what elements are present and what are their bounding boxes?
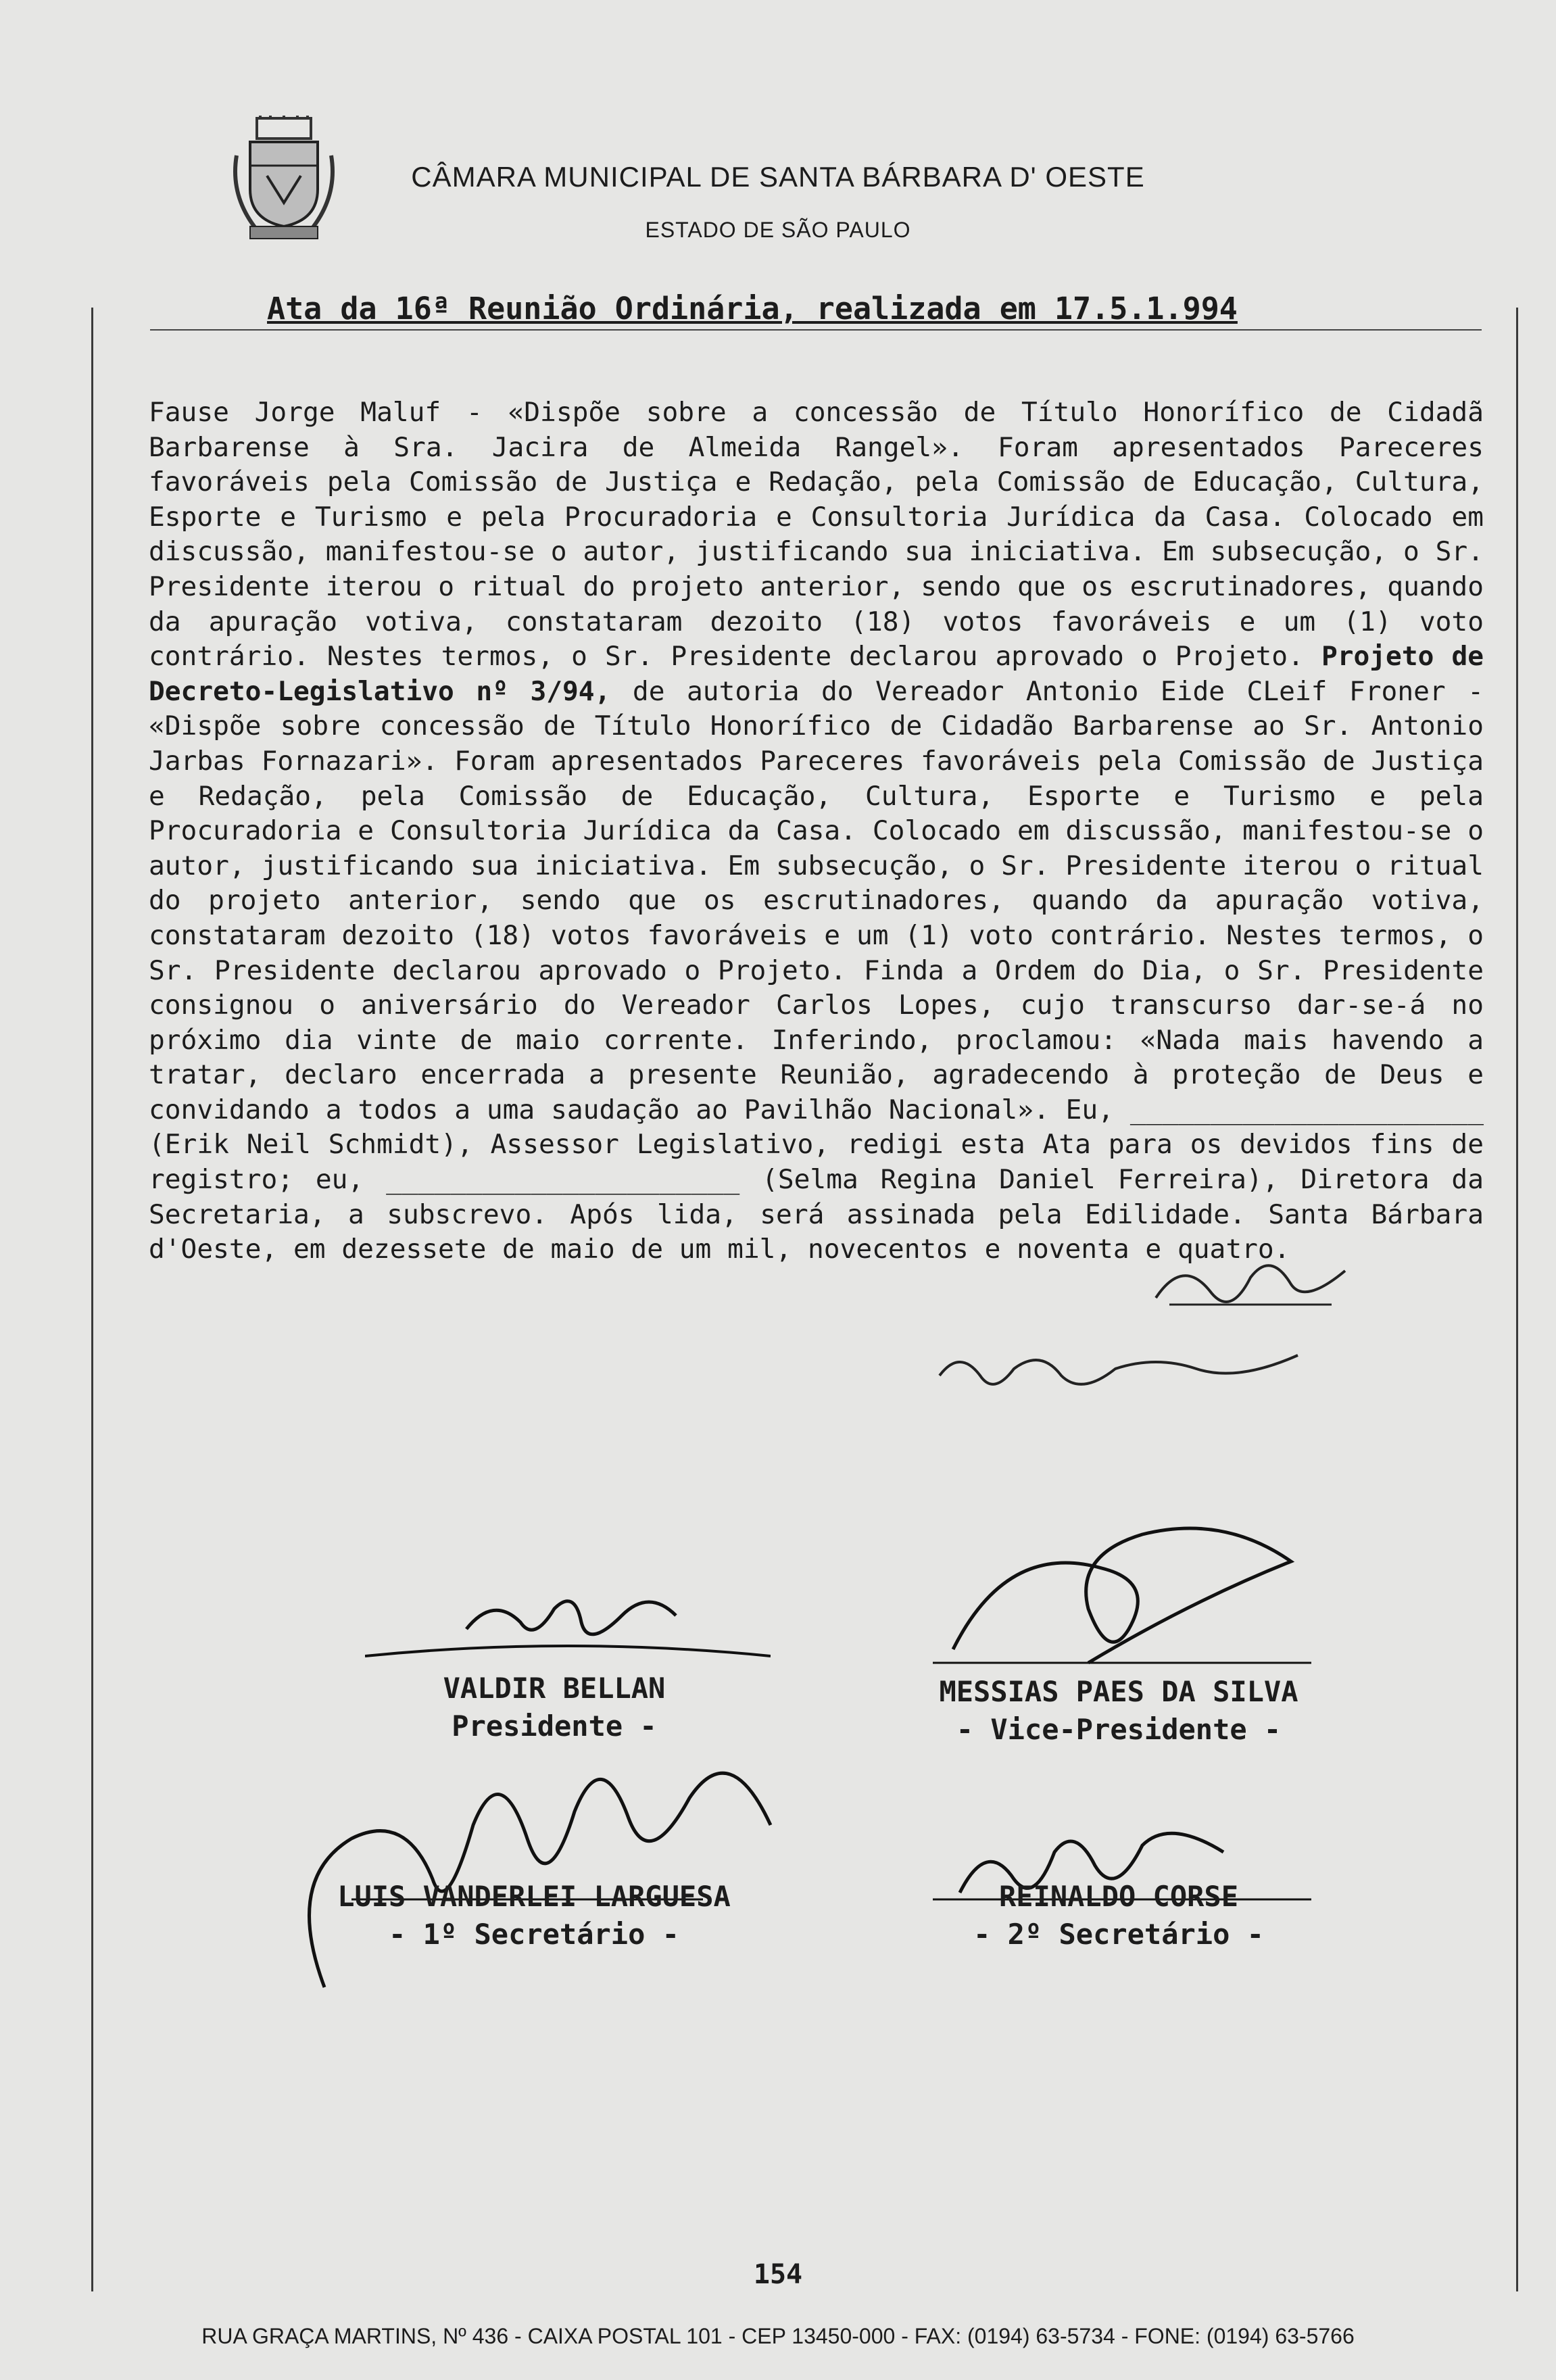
handwritten-signature-silva: [933, 1494, 1311, 1683]
signatory-first-secretary: [291, 1878, 777, 1953]
signatory-role: - Vice-Presidente -: [956, 1713, 1282, 1746]
signatory-vice-president: [872, 1673, 1365, 1749]
signatory-name: MESSIAS PAES DA SILVA: [939, 1675, 1298, 1708]
signatory-name: VALDIR BELLAN: [443, 1672, 666, 1705]
signatory-name: LUIS VANDERLEI LARGUESA: [337, 1880, 731, 1913]
signatory-president: [379, 1670, 730, 1745]
state-name: ESTADO DE SÃO PAULO: [645, 218, 911, 242]
chamber-name: CÂMARA MUNICIPAL DE SANTA BÁRBARA D' OESTE: [411, 161, 1145, 193]
signatory-role: - 2º Secretário -: [973, 1918, 1264, 1951]
document-title: Ata da 16ª Reunião Ordinária, realizada em 17.5.1.994: [267, 291, 1238, 326]
handwritten-signature-ferreira: [933, 1342, 1311, 1403]
minutes-body: [149, 395, 1484, 1267]
handwritten-signature-bellan: [365, 1588, 771, 1676]
handwritten-signature-schmidt: [1149, 1257, 1352, 1318]
left-margin-rule: [91, 308, 93, 2291]
minutes-paragraph-2: de autoria do Vereador Antonio Eide CLeif Froner - «Dispõe sobre concessão de Título Honorífico de Cidadão Barbarense ao Sr. Antonio Jarbas Fornazari». Foram apresentados Pareceres favoráveis pela Comissão de Justiça e Redação, pela Comissão de Educação, Cultura, Esporte e Turismo e pela Procuradoria e Consultoria Jurídica da Casa. Colocado em discussão, manifestou-se o autor, justificando sua iniciativa. Em subsecução, o Sr. Presidente iterou o ritual do projeto anterior, sendo que os escrutinadores, quando da apuração votiva, constataram dezoito (18) votos favoráveis e um (1) voto contrário. Nestes termos, o Sr. Presidente declarou aprovado o Projeto. Finda a Ordem do Dia, o Sr. Presidente consignou o aniversário do Vereador Carlos Lopes, cujo transcurso dar-se-á no próximo dia vinte de maio corrente. Inferindo, proclamou: «Nada mais havendo a tratar, declaro encerrada a presente Reunião, agradecendo à proteção de Deus e convidando a todos a uma saudação ao Pavilhão Nacional». Eu, ______________________ (Erik Neil Schmidt), Assessor Legislativo, redigi esta Ata para os devidos fins de registro; eu, ______________________ (Selma Regina Daniel Ferreira), Diretora da Secretaria, a subscrevo. Após lida, será assinada pela Edilidade. Santa Bárbara d'Oeste, em dezessete de maio de um mil, novecentos e noventa e quatro.: [149, 675, 1484, 1265]
right-margin-rule: [1516, 308, 1518, 2291]
page-number: 154: [753, 2259, 803, 2290]
signatory-second-secretary: [872, 1878, 1365, 1953]
decree-heading: Projeto de Decreto-Legislativo nº 3/94,: [149, 641, 1484, 707]
title-rule: [150, 329, 1482, 331]
signatory-role: - 1º Secretário -: [389, 1918, 679, 1951]
footer-address: RUA GRAÇA MARTINS, Nº 436 - CAIXA POSTAL 101 - CEP 13450-000 - FAX: (0194) 63-5734 - FONE: (0194) 63-5766: [201, 2324, 1355, 2348]
signatory-role: Presidente -: [452, 1709, 657, 1743]
minutes-paragraph-1: Fause Jorge Maluf - «Dispõe sobre a concessão de Título Honorífico de Cidadã Barbarense à Sra. Jacira de Almeida Rangel». Foram apresentados Pareceres favoráveis pela Comissão de Justiça e Redação, pela Comissão de Educação, Cultura, Esporte e Turismo e pela Procuradoria e Consultoria Jurídica da Casa. Colocado em discussão, manifestou-se o autor, justificando sua iniciativa. Em subsecução, o Sr. Presidente iterou o ritual do projeto anterior, sendo que os escrutinadores, quando da apuração votiva, constataram dezoito (18) votos favoráveis e um (1) voto contrário. Nestes termos, o Sr. Presidente declarou aprovado o Projeto.: [149, 397, 1484, 673]
signatory-name: REINALDO CORSE: [998, 1880, 1238, 1913]
